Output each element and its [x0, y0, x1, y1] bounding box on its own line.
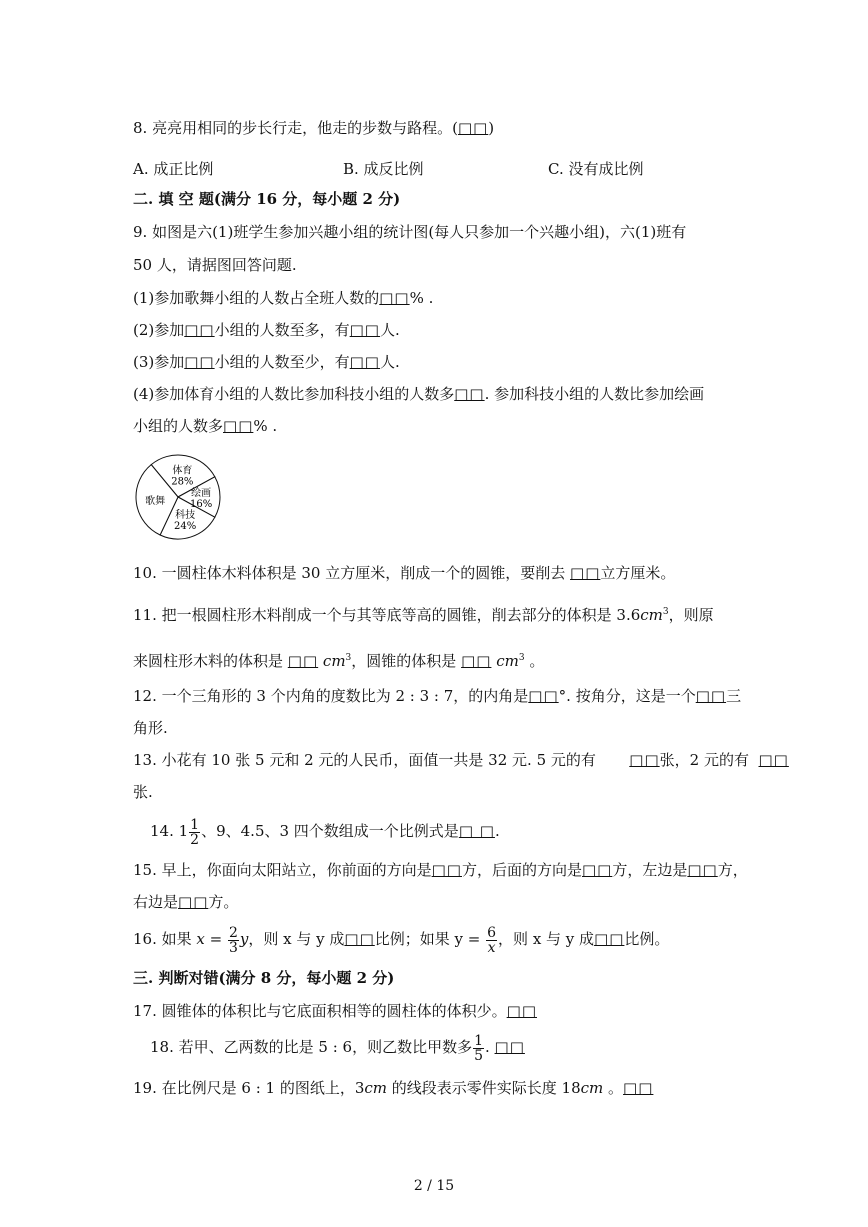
- question-text: °. 按角分，这是一个: [558, 687, 696, 705]
- question-11: 11. 把一根圆柱形木料削成一个与其等底等高的圆锥，削去部分的体积是 $3.6cm^3$，则原: [133, 606, 714, 624]
- question-text: ，圆锥的体积是: [351, 652, 462, 670]
- answer-blank[interactable]: □□: [570, 564, 601, 582]
- numerator: 6: [487, 924, 497, 941]
- answer-blank[interactable]: □□: [431, 861, 462, 879]
- denominator: 2: [190, 831, 200, 848]
- answer-blank[interactable]: □□: [629, 751, 660, 769]
- numerator: 1: [190, 816, 200, 833]
- question-text: 11. 把一根圆柱形木料削成一个与其等底等高的圆锥，削去部分的体积是 3.6: [133, 606, 641, 624]
- unit-cm: cm: [364, 1079, 388, 1097]
- pie-label-name: 体育: [172, 465, 193, 477]
- numerator: 1: [474, 1032, 483, 1049]
- question-11-cont: 来圆柱形木料的体积是 □□ $cm^3$，圆锥的体积是 □□ $cm^3$ 。: [133, 652, 545, 670]
- answer-blank[interactable]: □□: [687, 861, 718, 879]
- unit-cm: cm: [640, 606, 663, 624]
- question-15-cont: [133, 892, 238, 912]
- question-text: (3)参加: [133, 353, 185, 371]
- fraction: [486, 926, 497, 955]
- question-text: 14. 1: [150, 822, 189, 840]
- answer-blank[interactable]: □□: [695, 687, 727, 705]
- question-text: 小组的人数至少，有: [214, 353, 350, 371]
- answer-blank[interactable]: □□: [184, 321, 215, 339]
- answer-blank[interactable]: □□: [582, 861, 613, 879]
- question-text: 张，2 元的有: [659, 751, 749, 769]
- question-text: 比例。: [624, 930, 670, 948]
- question-text: 方，左边是: [612, 861, 688, 879]
- question-text: 。: [529, 652, 545, 670]
- question-text: 19. 在比例尺是 6 : 1 的图纸上，3: [133, 1079, 365, 1097]
- question-9-part-4-cont: [133, 416, 277, 436]
- question-8: [133, 118, 494, 138]
- pie-label-name: 科技: [175, 509, 196, 521]
- answer-blank[interactable]: □□: [349, 321, 380, 339]
- option-b: B. 成反比例: [343, 160, 424, 178]
- question-9-part-4: [133, 384, 704, 404]
- answer-blank[interactable]: □□: [528, 687, 559, 705]
- pie-label-name: 绘画: [191, 488, 212, 499]
- question-text: ): [488, 119, 495, 137]
- question-text: 12. 一个三角形的 3 个内角的度数比为 2 : 3 : 7，的内角是: [133, 687, 529, 705]
- pie-label-name: 歌舞: [145, 495, 166, 507]
- question-9-part-3: [133, 352, 400, 372]
- fraction: [473, 1034, 484, 1063]
- answer-blank[interactable]: □□: [623, 1079, 654, 1097]
- question-text: 人.: [379, 321, 400, 339]
- question-19: [133, 1078, 653, 1098]
- option-c: C. 没有成比例: [548, 160, 644, 178]
- fraction: [228, 926, 239, 955]
- question-15: [133, 860, 748, 880]
- question-12-cont: 角形.: [133, 719, 168, 737]
- question-text: ，则 x 与 y 成: [248, 930, 345, 948]
- denominator: x: [487, 939, 496, 956]
- question-text: 比例；如果 y =: [374, 930, 486, 948]
- question-text: 立方厘米。: [600, 564, 676, 582]
- question-text: ，则原: [668, 606, 714, 624]
- fraction: [189, 818, 200, 847]
- question-text: 、9、4.5、3 四个数组成一个比例式是: [201, 822, 459, 840]
- question-text: .: [494, 822, 500, 840]
- question-text: 17. 圆锥体的体积比与它底面积相等的圆柱体的体积少。: [133, 1002, 507, 1020]
- question-text: 13. 小花有 10 张 5 元和 2 元的人民币，面值一共是 32 元. 5 元的有: [133, 751, 596, 769]
- question-text: . 参加科技小组的人数比参加绘画: [484, 385, 705, 403]
- question-text: 16. 如果: [133, 930, 197, 948]
- question-text: 方，: [717, 861, 748, 879]
- unit-cm: cm: [496, 652, 519, 670]
- question-text: 的线段表示零件实际长度 18: [387, 1079, 581, 1097]
- question-text: % .: [409, 289, 434, 307]
- question-14: [150, 816, 500, 847]
- section-heading-fill-blank: 二. 填 空 题(满分 16 分，每小题 2 分): [133, 190, 401, 208]
- unit-cm: cm: [580, 1079, 604, 1097]
- question-text: 8. 亮亮用相同的步长行走，他走的步数与路程。(: [133, 119, 458, 137]
- pie-label-percent: 24%: [174, 520, 197, 532]
- equals-sign: =: [204, 930, 227, 948]
- question-13-cont: 张.: [133, 783, 153, 801]
- question-16: [133, 924, 669, 955]
- question-13: [133, 750, 789, 770]
- answer-blank[interactable]: □□: [287, 652, 319, 670]
- option-a: A. 成正比例: [133, 160, 214, 178]
- question-text: 。: [603, 1079, 624, 1097]
- question-9-part-1: [133, 288, 433, 308]
- denominator: 5: [474, 1047, 483, 1064]
- denominator: 3: [228, 939, 238, 956]
- question-text: 10. 一圆柱体木料体积是 30 立方厘米，削成一个的圆锥，要削去: [133, 564, 571, 582]
- question-text: .: [485, 1038, 495, 1056]
- answer-blank[interactable]: □□: [223, 417, 254, 435]
- question-text: 18. 若甲、乙两数的比是 5 : 6，则乙数比甲数多: [150, 1038, 473, 1056]
- answer-blank[interactable]: □ □: [458, 822, 495, 840]
- question-9-intro: 9. 如图是六(1)班学生参加兴趣小组的统计图(每人只参加一个兴趣小组)，六(1)班有: [133, 223, 687, 241]
- question-text: 三: [726, 687, 742, 705]
- question-text: (2)参加: [133, 321, 185, 339]
- question-text: 小组的人数至多，有: [214, 321, 350, 339]
- question-text: 方。: [208, 893, 239, 911]
- question-12: [133, 686, 741, 706]
- question-text: ，则 x 与 y 成: [498, 930, 595, 948]
- answer-blank[interactable]: □□: [454, 385, 485, 403]
- question-10: [133, 563, 675, 583]
- question-text: 来圆柱形木料的体积是: [133, 652, 288, 670]
- question-text: 小组的人数多: [133, 417, 224, 435]
- pie-label-percent: 16%: [189, 499, 213, 510]
- question-text: (4)参加体育小组的人数比参加科技小组的人数多: [133, 385, 455, 403]
- unit-cm: cm: [322, 652, 346, 670]
- question-text: 方，后面的方向是: [461, 861, 582, 879]
- answer-blank[interactable]: □□: [461, 652, 492, 670]
- page-number: 2 / 15: [413, 1178, 455, 1194]
- answer-blank[interactable]: □□: [344, 930, 375, 948]
- question-text: 右边是: [133, 893, 179, 911]
- pie-chart: [133, 452, 223, 542]
- answer-blank[interactable]: □□: [457, 119, 489, 137]
- numerator: 2: [228, 924, 238, 941]
- answer-blank[interactable]: □□: [506, 1002, 537, 1020]
- answer-blank[interactable]: □□: [178, 893, 209, 911]
- answer-blank[interactable]: □□: [494, 1038, 525, 1056]
- answer-blank[interactable]: □□: [349, 353, 380, 371]
- answer-blank[interactable]: □□: [379, 289, 410, 307]
- variable-x: x: [196, 930, 205, 948]
- answer-blank[interactable]: □□: [184, 353, 215, 371]
- question-9-part-2: [133, 320, 400, 340]
- section-heading-true-false: 三. 判断对错(满分 8 分，每小题 2 分): [133, 969, 395, 987]
- variable-y: y: [239, 930, 249, 948]
- question-17: [133, 1001, 537, 1021]
- question-text: 15. 早上，你面向太阳站立，你前面的方向是: [133, 861, 432, 879]
- question-text: % .: [253, 417, 278, 435]
- answer-blank[interactable]: □□: [758, 751, 789, 769]
- question-text: (1)参加歌舞小组的人数占全班人数的: [133, 289, 380, 307]
- question-9-intro-2: 50 人，请据图回答问题.: [133, 256, 297, 274]
- question-18: [150, 1032, 525, 1063]
- question-text: 人.: [379, 353, 400, 371]
- answer-blank[interactable]: □□: [594, 930, 625, 948]
- pie-label-percent: 28%: [171, 476, 194, 488]
